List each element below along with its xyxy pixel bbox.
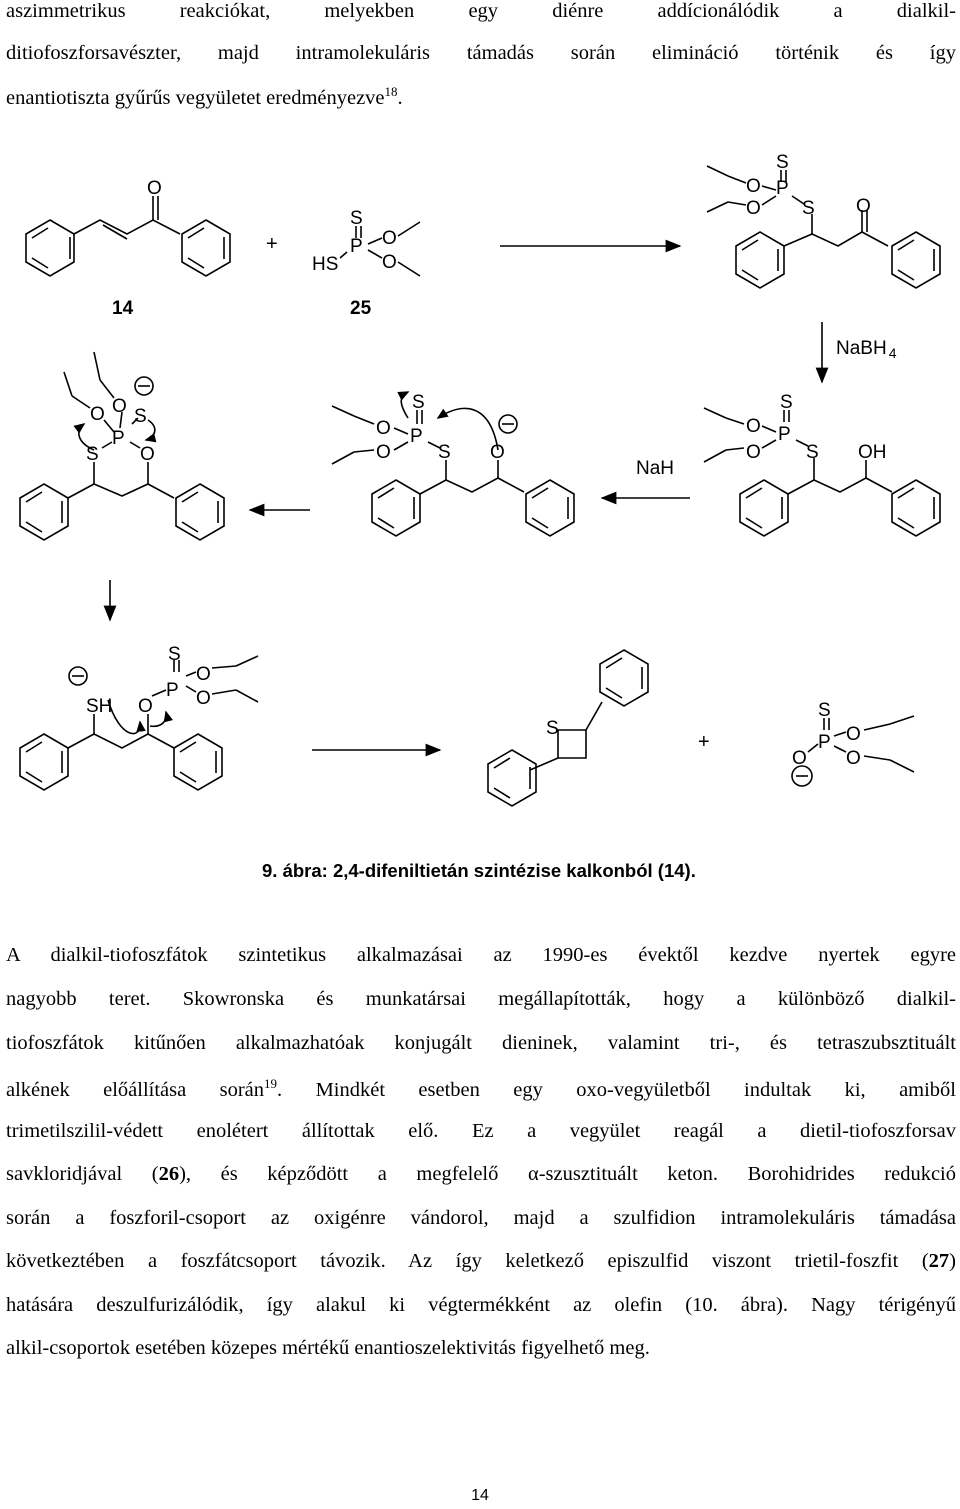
atom-P: P <box>112 428 125 449</box>
atom-O: O <box>846 724 861 745</box>
body-line-6 <box>6 1163 956 1186</box>
atom-O: O <box>112 396 127 417</box>
atom-P: P <box>410 426 423 447</box>
atom-O: O <box>382 228 397 249</box>
atom-O: O <box>490 442 505 463</box>
reagent-nah: NaH <box>636 458 675 479</box>
body-line-4a: alkének előállítása során <box>6 1078 265 1101</box>
intro-line-1: aszimmetrikus reakciókat, melyekben egy diénre addícionálódik a dialkil- <box>6 0 956 22</box>
body-line-4 <box>6 1076 956 1102</box>
atom-S: S <box>438 442 451 463</box>
atom-O: O <box>856 196 871 217</box>
atom-O: O <box>792 748 807 769</box>
atom-O: O <box>147 178 162 199</box>
atom-S: S <box>776 152 789 173</box>
page-number: 14 <box>471 1487 489 1504</box>
atom-O: O <box>196 688 211 709</box>
intro-reference: 18 <box>384 84 398 99</box>
compound-label-14: 14 <box>112 298 134 319</box>
body-line-8 <box>6 1250 956 1273</box>
body-line-3: tiofoszfátok kitűnően alkalmazhatóak konjugált dieninek, valamint tri-, és tetraszubsztituált <box>6 1032 956 1054</box>
atom-P: P <box>776 178 789 199</box>
atom-O: O <box>746 176 761 197</box>
body-reference-19: 19 <box>264 1076 278 1091</box>
reagent-nabh4-sub: 4 <box>888 345 897 361</box>
atom-O: O <box>382 252 397 273</box>
atom-O: O <box>140 444 155 465</box>
body-line-4b: . Mindkét esetben egy oxo-vegyületből indultak ki, amiből <box>277 1078 957 1101</box>
atom-O: O <box>376 418 391 439</box>
body-line-6a: savkloridjával ( <box>6 1163 159 1185</box>
compound-ref-27: 27 <box>928 1250 950 1272</box>
body-line-9: hatására deszulfurizálódik, így alakul ki végtermékként az olefin (10. ábra). Nagy térigényű <box>6 1294 956 1316</box>
reaction-scheme <box>0 150 960 810</box>
atom-S: S <box>412 392 425 413</box>
atom-S: S <box>546 718 559 739</box>
atom-O: O <box>376 442 391 463</box>
adduct-structure-top-right <box>707 166 940 288</box>
atom-S: S <box>780 392 793 413</box>
atom-O: O <box>90 404 105 425</box>
compound-label-25: 25 <box>350 298 372 319</box>
body-line-5: trimetilszilil-védett enolétert állítottak elő. Ez a vegyület reagál a dietil-tiofoszforsav <box>6 1120 956 1142</box>
body-line-8b: ) <box>949 1250 956 1272</box>
intro-line-2: ditiofoszforsavészter, majd intramolekuláris támadás során elimináció történik és így <box>6 42 956 64</box>
alcohol-structure <box>704 408 940 536</box>
atom-S: S <box>168 644 181 665</box>
atom-O: O <box>196 664 211 685</box>
atom-S: S <box>350 208 363 229</box>
atom-SH: SH <box>86 696 113 717</box>
intro-line-3 <box>6 84 956 110</box>
atom-S: S <box>802 198 815 219</box>
atom-S: S <box>134 406 147 427</box>
plus-sign: + <box>266 233 278 255</box>
figure-caption: 9. ábra: 2,4-difeniltietán szintézise kalkonból (14). <box>262 860 696 881</box>
atom-P: P <box>166 680 179 701</box>
body-line-1: A dialkil-tiofoszfátok szintetikus alkalmazásai az 1990-es évektől kezdve nyertek egyre <box>6 944 956 966</box>
atom-P: P <box>778 424 791 445</box>
body-line-10: alkil-csoportok esetében közepes mértékű enantioszelektivitás figyelhető meg. <box>6 1337 650 1359</box>
atom-O: O <box>138 696 153 717</box>
atom-O: O <box>746 416 761 437</box>
body-line-2: nagyobb teret. Skowronska és munkatársai megállapították, hogy a különböző dialkil- <box>6 988 956 1010</box>
atom-OH: OH <box>858 442 887 463</box>
atom-O: O <box>746 198 761 219</box>
reagent-nabh4 <box>836 338 897 361</box>
body-line-6b: ), és képződött a megfelelő α-szusztituált keton. Borohidrides redukció <box>179 1163 956 1185</box>
body-line-8a: következtében a foszfátcsoport távozik. Az így keletkező episzulfid viszont trietil-foszfit ( <box>6 1250 929 1272</box>
atom-O: O <box>846 748 861 769</box>
reagent-nabh4-main: NaBH <box>836 338 887 359</box>
chalcone-14-structure <box>26 196 230 276</box>
atom-S: S <box>86 444 99 465</box>
thietane-structure <box>488 650 648 806</box>
intro-line-3-text: enantiotiszta gyűrűs vegyületet eredményezve <box>6 86 385 109</box>
atom-O: O <box>746 442 761 463</box>
thiolate-structure <box>20 656 258 790</box>
plus-sign: + <box>698 731 710 753</box>
body-line-7: során a foszforil-csoport az oxigénre vándorol, majd a szulfidion intramolekuláris támadása <box>6 1207 956 1229</box>
atom-S: S <box>806 442 819 463</box>
compound-ref-26: 26 <box>158 1163 180 1185</box>
atom-S: S <box>818 700 831 721</box>
atom-P: P <box>350 236 363 257</box>
intro-end: . <box>397 86 403 109</box>
atom-P: P <box>818 732 831 753</box>
alkoxide-structure <box>332 392 574 536</box>
atom-HS: HS <box>312 254 339 275</box>
